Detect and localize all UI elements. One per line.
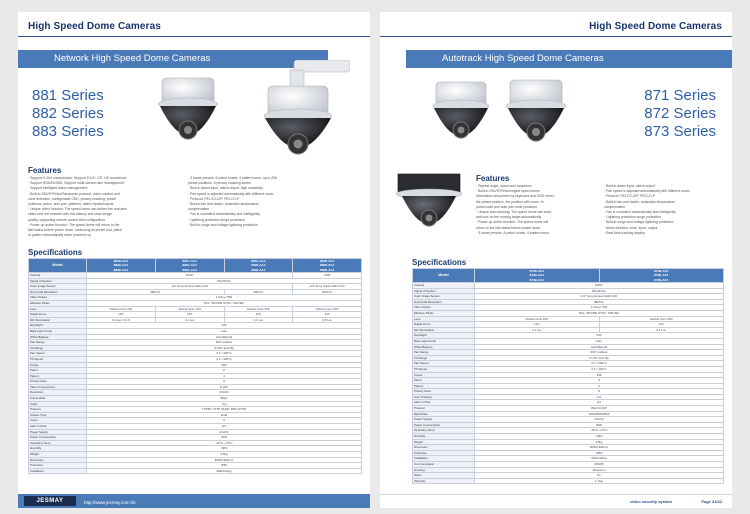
feature-line: · Protocol: PELCO-D/P, PELCO-P	[188, 196, 240, 201]
page-title: High Speed Dome Cameras	[28, 21, 161, 32]
spec-value: Aluminum	[475, 467, 724, 473]
spec-value: 2/1	[475, 400, 724, 406]
footer-tagline: video security system	[630, 499, 672, 504]
spec-value: 12X	[87, 312, 156, 318]
feature-line: · Built-in alarm input, alarm output	[604, 184, 655, 188]
spec-value: 30W	[87, 435, 362, 441]
spec-label: Horizontal Resolution	[413, 299, 475, 305]
spec-label: Patrol	[413, 378, 475, 384]
series-item: 871 Series	[644, 87, 716, 104]
spec-value: D1/CIF	[87, 390, 362, 396]
spec-value: <90%	[475, 434, 724, 440]
series-item: 883 Series	[32, 123, 104, 140]
feature-line: · Real-time tracking display	[604, 230, 645, 235]
table-header-row	[413, 269, 724, 283]
spec-label: Warranty	[413, 478, 475, 484]
spec-label: Operating Temp	[413, 428, 475, 434]
feature-line: · Pan speed is adjusted automatically with different zoom	[188, 191, 274, 196]
spec-label: Pan Range	[413, 350, 475, 356]
spec-value: 0.1°~120°/s	[87, 356, 362, 362]
spec-value: Wall/Ceiling	[87, 468, 362, 474]
feature-line: · Power up action function: The speed dome will	[476, 220, 549, 225]
feature-line: · Built-in surge and voltage lightning protection	[188, 222, 258, 227]
table-row	[413, 478, 724, 484]
column-header: 881E-AA4 882E-AA4 883E-AA4	[224, 259, 293, 273]
column-header: 871B-AC4 872B-AC4 873B-AC4	[599, 269, 724, 283]
section-banner: Autotrack High Speed Dome Cameras	[406, 50, 732, 68]
spec-value: Optical zoom 22X	[155, 306, 224, 312]
spec-value: Yes	[87, 401, 362, 407]
spec-value: ICR	[87, 323, 362, 329]
feature-line: · Built-in alarm input, alarm output, high sensitivity	[188, 186, 263, 191]
spec-label: Camera	[29, 273, 87, 279]
spec-label: Tilt Speed	[29, 356, 87, 362]
feature-line: compensation	[604, 204, 626, 209]
series-item: 882 Series	[32, 105, 104, 122]
column-header: 881C-AA4 882C-AA4 883C-AA4	[155, 259, 224, 273]
spec-label: Power Consumption	[413, 422, 475, 428]
spec-label: Privacy Zone	[29, 379, 87, 385]
feature-line: preset positions, 8 privacy masking zones	[188, 181, 251, 186]
specifications-table	[28, 258, 362, 474]
spec-value: CNB	[293, 273, 362, 279]
spec-value: 1.0Vp-p 75Ω	[475, 305, 724, 311]
series-item: 873 Series	[644, 123, 716, 140]
spec-value: 0.1 Lux	[599, 327, 724, 333]
spec-value: Wall/Ceiling	[475, 456, 724, 462]
spec-value: IP66	[475, 450, 724, 456]
series-item: 872 Series	[644, 105, 716, 122]
feature-line: · Lightning protection surge protection	[604, 215, 661, 220]
features-column	[476, 184, 596, 236]
spec-value: 25fps	[87, 396, 362, 402]
spec-label: Lens	[29, 306, 87, 312]
spec-label: Effective Pixels	[413, 310, 475, 316]
feature-line: · Protocol: PELCO-D/P, PELCO-P	[604, 194, 656, 199]
feature-line: · Unique auto-tracking: The speed dome can track	[476, 210, 552, 215]
column-header-model: Model	[413, 269, 475, 283]
spec-value: 1/4" Sony Exview HAD CCD	[87, 284, 293, 290]
spec-value: 360° endless	[87, 340, 362, 346]
spec-value: No	[475, 473, 724, 479]
column-header: 881D-AC4 882D-AC4 883D-AC4	[293, 259, 362, 273]
feature-line: video over the network with low latency and clear image	[28, 212, 112, 217]
spec-value: Auto	[87, 328, 362, 334]
specifications-table	[412, 268, 724, 484]
spec-value: Φ220×300mm	[87, 457, 362, 463]
specifications-title: Specifications	[412, 258, 467, 267]
spec-label: Preset	[413, 372, 475, 378]
spec-label: Color Image Sensor	[29, 284, 87, 290]
spec-value: 0.1 Lux	[475, 327, 600, 333]
spec-label: Back Light Comp	[413, 338, 475, 344]
feature-line: the preset position, the position with zoom 1x,	[476, 199, 545, 204]
spec-label: Digital Zoom	[29, 312, 87, 318]
spec-label: Stream Type	[29, 412, 87, 418]
feature-line: · 3 frame presets, 8 patrol routes, 4 pattern tours, up to 256	[188, 176, 277, 180]
spec-value: 0.1 Lux	[224, 317, 293, 323]
spec-value: <90%	[87, 446, 362, 452]
features-column	[188, 176, 338, 228]
spec-value: PAL: 752×582 NTSC: 768×494	[87, 300, 362, 306]
spec-label: Privacy Zone	[413, 389, 475, 395]
spec-value: PELCO-D/P	[475, 406, 724, 412]
spec-value: Optical zoom 18X	[87, 306, 156, 312]
spec-label: Effective Pixels	[29, 300, 87, 306]
spec-label: Power Supply	[29, 429, 87, 435]
right-page	[380, 12, 732, 508]
feature-line: · Built-in ONVIF/Pelco/Panasonic protocol, video content and	[28, 191, 120, 196]
feature-line: · Pan speed is adjusted automatically with different zoom	[604, 189, 690, 194]
spec-value: ICR	[475, 333, 724, 339]
spec-value: -40°C~+70°C	[475, 428, 724, 434]
features-column	[604, 184, 728, 236]
page-title: High Speed Dome Cameras	[589, 21, 722, 32]
spec-value: 0°~90° auto flip	[87, 345, 362, 351]
spec-value: 8	[475, 389, 724, 395]
spec-value: 12X	[155, 312, 224, 318]
spec-label: Installation	[413, 456, 475, 462]
spec-label: Video Compression	[29, 384, 87, 390]
column-header: 871B-AA4 872B-AA4 873B-AA4	[475, 269, 600, 283]
spec-label: Wiper	[413, 473, 475, 479]
specifications-title: Specifications	[28, 248, 83, 257]
spec-value: 8	[475, 378, 724, 384]
column-header-model: Model	[29, 259, 87, 273]
spec-value: AC24V	[87, 429, 362, 435]
features-title: Features	[476, 174, 510, 183]
spec-label: Installation	[29, 468, 87, 474]
spec-label: Day/Night	[413, 333, 475, 339]
feature-line: patrol route and auto pan route positions	[476, 204, 537, 209]
feature-line: last status before power down, continuing its preset tour, patrol	[28, 228, 123, 233]
spec-label: Users	[29, 418, 87, 424]
feature-line: · Fan is controlled automatically and intelligently	[188, 212, 260, 217]
spec-label: Humidity	[29, 446, 87, 452]
feature-line: · Alarm function: zone, input, output	[604, 225, 658, 230]
spec-value: Optical zoom 36X	[599, 316, 724, 322]
spec-label: Protection	[413, 450, 475, 456]
spec-label: Operating Temp	[29, 440, 87, 446]
feature-line: · Built-in fan and heater, automatic temperature	[604, 199, 675, 204]
spec-label: Housing	[413, 467, 475, 473]
in-ceiling-dome-camera-image	[394, 172, 464, 248]
spec-value: 480TVL	[475, 299, 724, 305]
dome-camera-image	[496, 76, 576, 164]
feature-line: · Built-in surge and voltage lightning protection	[604, 220, 674, 225]
spec-label: Min Illumination	[413, 327, 475, 333]
feature-line: · Power up action function: The speed dome will return to the	[28, 222, 120, 227]
series-list	[32, 87, 104, 141]
feature-line: and lock on the moving target automatically	[476, 215, 542, 220]
website-link[interactable]: http://www.jesmay.com.hk	[84, 500, 136, 505]
spec-label: Color Image Sensor	[413, 294, 475, 300]
spec-label: Signal of System	[413, 288, 475, 294]
spec-value: 0.5 Lux	[293, 317, 362, 323]
feature-line: zone detection, configurable OSD, privacy masking, preset	[28, 196, 117, 201]
spec-label: Weight	[29, 452, 87, 458]
spec-value: Optical zoom 36X	[224, 306, 293, 312]
spec-value: 1/3" Sony Super HAD CCD	[293, 284, 362, 290]
spec-value: PAL/NTSC	[475, 288, 724, 294]
spec-value: 12X	[293, 312, 362, 318]
column-header: 881B-AA4 882B-AA4 883B-AA4	[87, 259, 156, 273]
spec-label: Digital Zoom	[413, 322, 475, 328]
spec-value: 8	[87, 379, 362, 385]
series-list	[644, 87, 716, 141]
feature-line: · Built-in fan and heater, automatic temperature	[188, 202, 259, 207]
spec-value: 12X	[224, 312, 293, 318]
spec-label: Alarm In/Out	[413, 400, 475, 406]
spec-label: Lens	[413, 316, 475, 322]
spec-label: Communication	[413, 462, 475, 468]
spec-value: IP66	[87, 463, 362, 469]
spec-value: Auto/Manual	[87, 334, 362, 340]
feature-line: positions, patrol, auto pan, patterns, alarm inputs/outputs	[28, 202, 114, 207]
spec-value: 360° endless	[475, 350, 724, 356]
spec-value: SONY	[87, 273, 293, 279]
spec-value: 1 Year	[475, 478, 724, 484]
spec-value: Dual	[87, 412, 362, 418]
spec-value: 3.5kg	[475, 439, 724, 445]
spec-label: Power Consumption	[29, 435, 87, 441]
left-page	[18, 12, 370, 508]
spec-value: TCP/IP, HTTP, DHCP, DNS, RTSP	[87, 407, 362, 413]
spec-value: 0.1°~240°/s	[87, 351, 362, 357]
feature-line: · 3 frame presets, 8 patrol routes, 4 pattern tours	[476, 230, 549, 235]
spec-value: AC24V	[475, 417, 724, 423]
spec-label: Video Output	[29, 295, 87, 301]
spec-value: Optical zoom 30X	[293, 306, 362, 312]
spec-label: Audio	[29, 401, 87, 407]
spec-label: Weight	[413, 439, 475, 445]
spec-value: 0.1°~120°/s	[475, 366, 724, 372]
feature-line: · Unique video function: The speed dome can deliver the real-time	[28, 207, 128, 212]
spec-label: Tilt Speed	[413, 366, 475, 372]
feature-line: · Fan is controlled automatically and intelligently	[604, 210, 676, 215]
feature-line: · Built-in ONVIF/Pelco/engine speed dome	[476, 189, 540, 194]
feature-line: or pattern automatically when powered up	[28, 233, 91, 238]
spec-value: 1.0Vp-p 75Ω	[87, 295, 362, 301]
spec-value: 2/1	[87, 424, 362, 430]
spec-value: 256	[87, 362, 362, 368]
spec-label: Camera	[413, 283, 475, 289]
spec-label: Auto Tracking	[413, 394, 475, 400]
dome-camera-image	[250, 60, 350, 170]
spec-value: 4	[87, 373, 362, 379]
feature-line: return to the last status before power down	[476, 225, 541, 230]
feature-line: · Repeat angle, speed and sequence	[476, 184, 532, 188]
spec-label: Horizontal Resolution	[29, 289, 87, 295]
spec-value: Yes	[475, 394, 724, 400]
spec-label: Protocol	[413, 406, 475, 412]
spec-value: 540TVL	[293, 289, 362, 295]
dome-camera-image	[148, 74, 228, 162]
feature-line: quality, supporting remote control and configuration	[28, 217, 105, 222]
spec-label: Dimension	[413, 445, 475, 451]
title-rule	[18, 36, 370, 37]
spec-value: Φ220×300mm	[475, 445, 724, 451]
section-banner: Network High Speed Dome Cameras	[18, 50, 328, 68]
spec-label: Day/Night	[29, 323, 87, 329]
spec-label: Protection	[29, 463, 87, 469]
spec-value: Auto/Manual	[475, 344, 724, 350]
title-rule	[380, 36, 732, 37]
table-row	[29, 468, 362, 474]
spec-value: 4	[475, 383, 724, 389]
spec-value: 0.1 Lux / F1.6	[87, 317, 156, 323]
spec-label: Signal of System	[29, 278, 87, 284]
page-footer	[380, 494, 732, 508]
spec-value: SONY	[475, 283, 724, 289]
spec-value: Auto	[475, 338, 724, 344]
spec-value: 0°~90° auto flip	[475, 355, 724, 361]
spec-label: White Balance	[29, 334, 87, 340]
spec-value: 0.1°~240°/s	[475, 361, 724, 367]
table-header-row	[29, 259, 362, 273]
spec-value: 0.1 Lux	[155, 317, 224, 323]
spec-value: PAL/NTSC	[87, 278, 362, 284]
spec-label: Min Illumination	[29, 317, 87, 323]
spec-label: Patrol	[29, 368, 87, 374]
spec-label: Pan Speed	[29, 351, 87, 357]
spec-value: H.264	[87, 384, 362, 390]
dome-camera-image	[424, 78, 498, 162]
spec-value: 480TVL	[87, 289, 225, 295]
spec-label: Baud Rate	[413, 411, 475, 417]
page-footer	[18, 494, 370, 508]
spec-value: 30W	[475, 422, 724, 428]
spec-label: White Balance	[413, 344, 475, 350]
spec-value: 530TVL	[224, 289, 293, 295]
spec-value: PAL: 752×582 NTSC: 768×494	[475, 310, 724, 316]
spec-label: Preset	[29, 362, 87, 368]
spec-value: 12X	[475, 322, 600, 328]
page-number: Page 31/32	[701, 499, 722, 504]
spec-value: RS485	[475, 462, 724, 468]
feature-line: information and preset by keyboard and OSD menu,	[476, 194, 555, 199]
spec-label: Pattern	[29, 373, 87, 379]
spec-label: Alarm In/Out	[29, 424, 87, 430]
feature-line: · Support H.264 compression; Support D1/4*, CIF, HD resolutions	[28, 176, 127, 180]
feature-line: · Lightning protection surge protection	[188, 217, 245, 222]
spec-label: Protocol	[29, 407, 87, 413]
spec-label: Dimension	[29, 457, 87, 463]
spec-label: Power Supply	[413, 417, 475, 423]
features-title: Features	[28, 166, 62, 175]
spec-value: 2400/4800/9600	[475, 411, 724, 417]
spec-label: Pan Speed	[413, 361, 475, 367]
spec-value: -40°C~+70°C	[87, 440, 362, 446]
spec-label: Pan Range	[29, 340, 87, 346]
spec-value: 12X	[599, 322, 724, 328]
spec-value: Optical zoom 18X	[475, 316, 600, 322]
spec-value: 1/4" Sony Exview HAD CCD	[475, 294, 724, 300]
spec-label: Tilt Range	[413, 355, 475, 361]
feature-line: · Support intelligent alarm management	[28, 186, 88, 191]
spec-label: Resolution	[29, 390, 87, 396]
spec-value: 5	[87, 418, 362, 424]
spec-label: Pattern	[413, 383, 475, 389]
features-column	[28, 176, 178, 238]
spec-label: Video Output	[413, 305, 475, 311]
spec-label: Frame Rate	[29, 396, 87, 402]
feature-line: compensation	[188, 207, 210, 212]
spec-label: Back Light Comp	[29, 328, 87, 334]
series-item: 881 Series	[32, 87, 104, 104]
brand-logo: JESMAY	[24, 496, 76, 506]
spec-label: Tilt Range	[29, 345, 87, 351]
spec-label: Humidity	[413, 434, 475, 440]
spec-value: 3.5kg	[87, 452, 362, 458]
feature-line: · Support IE/SMS/SDK; Support multi-stream user management	[28, 181, 124, 186]
spec-value: 8	[87, 368, 362, 374]
spec-value: 256	[475, 372, 724, 378]
